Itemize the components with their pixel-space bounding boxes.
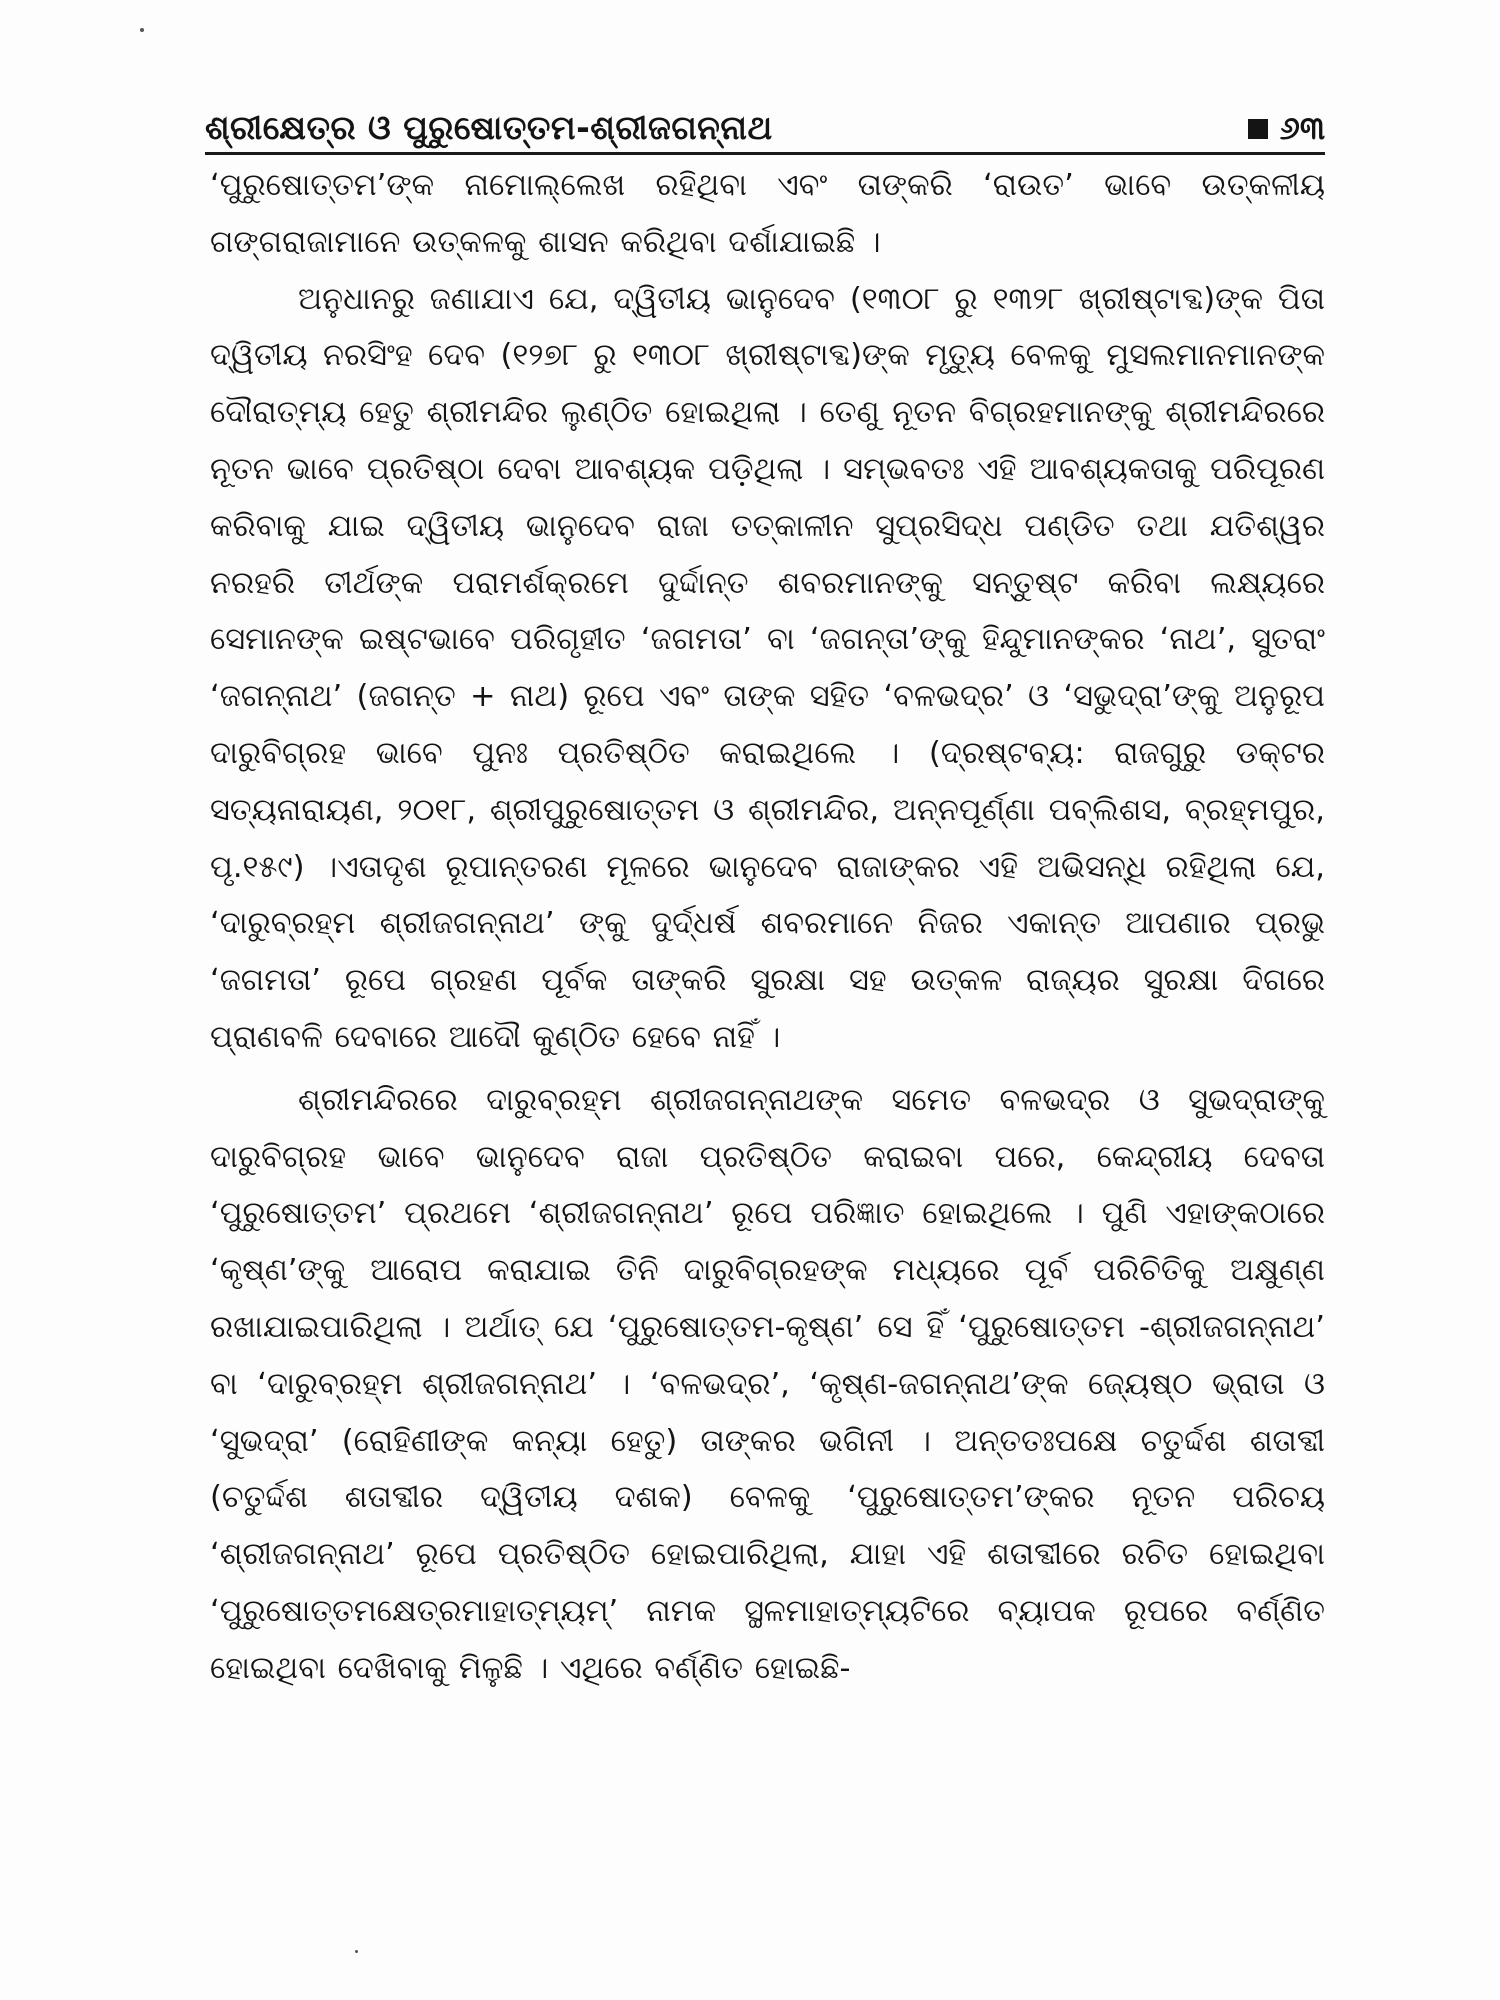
paragraph-3: ଶ୍ରୀମନ୍ଦିରରେ ଦାରୁବ୍ରହ୍ମ ଶ୍ରୀଜଗନ୍ନାଥଙ୍କ ସମେତ ବଳଭଦ୍ର ଓ ସୁଭଦ୍ରାଙ୍କୁ ଦାରୁବିଗ୍ରହ ଭାବେ ଭାନୁଦେବ ରାଜା ପ୍ରତିଷ୍ଠିତ କରାଇବା ପରେ, କେନ୍ଦ୍ରୀୟ ଦେବତା ‘ପୁରୁଷୋତ୍ତମ’ ପ୍ରଥମେ ‘ଶ୍ରୀଜଗନ୍ନାଥ’ ରୂପେ ପରିଜ୍ଞାତ ହୋଇଥିଲେ । ପୁଣି ଏହାଙ୍କଠାରେ ‘କୃଷ୍ଣ’ଙ୍କୁ ଆରୋପ କରାଯାଇ ତିନି ଦାରୁବିଗ୍ରହଙ୍କ ମଧ୍ୟରେ ପୂର୍ବ ପରିଚିତିକୁ ଅକ୍ଷୁଣ୍ଣ ରଖାଯାଇପାରିଥିଲା । ଅର୍ଥାତ୍ ଯେ ‘ପୁରୁଷୋତ୍ତମ-କୃଷ୍ଣ’ ସେ ହିଁ ‘ପୁରୁଷୋତ୍ତମ -ଶ୍ରୀଜଗନ୍ନାଥ’ ବା ‘ଦାରୁବ୍ରହ୍ମ ଶ୍ରୀଜଗନ୍ନାଥ’ । ‘ବଳଭଦ୍ର’, ‘କୃଷ୍ଣ-ଜଗନ୍ନାଥ’ଙ୍କ ଜ୍ୟେଷ୍ଠ ଭ୍ରାତା ଓ ‘ସୁଭଦ୍ରା’ (ରୋହିଣୀଙ୍କ କନ୍ୟା ହେତୁ) ତାଙ୍କର ଭଗିନୀ । ଅନ୍ତତଃପକ୍ଷେ ଚତୁର୍ଦ୍ଦଶ ଶତାବ୍ଦୀ (ଚତୁର୍ଦ୍ଦଶ ଶତାବ୍ଦୀର ଦ୍ୱିତୀୟ ଦଶକ) ବେଳକୁ ‘ପୁରୁଷୋତ୍ତମ’ଙ୍କର ନୂତନ ପରିଚୟ ‘ଶ୍ରୀଜଗନ୍ନାଥ’ ରୂପେ ପ୍ରତିଷ୍ଠିତ ହୋଇପାରିଥିଲା, ଯାହା ଏହି ଶତାବ୍ଦୀରେ ରଚିତ ହୋଇଥିବା ‘ପୁରୁଷୋତ୍ତମକ୍ଷେତ୍ରମାହାତ୍ମ୍ୟମ୍’ ନାମକ ସ୍ଥଳମାହାତ୍ମ୍ୟଟିରେ ବ୍ୟାପକ ରୂପରେ ବର୍ଣ୍ଣିତ ହୋଇଥିବା ଦେଖିବାକୁ ମିଳୁଛି । ଏଥିରେ ବର୍ଣ୍ଣିତ ହୋଇଛି- xyxy=(210,1082,1325,1686)
paragraph-1: ‘ପୁରୁଷୋତ୍ତମ’ଙ୍କ ନାମୋଲ୍ଲେଖ ରହିଥିବା ଏବଂ ତାଙ୍କରି ‘ରାଉତ’ ଭାବେ ଉତ୍କଳୀୟ ଗଙ୍ଗରାଜାମାନେ ଉତ୍କଳକୁ ଶାସନ କରିଥିବା ଦର୍ଶାଯାଇଛି । xyxy=(210,168,1325,260)
paragraph-2: ଅନୁଧାନରୁ ଜଣାଯାଏ ଯେ, ଦ୍ୱିତୀୟ ଭାନୁଦେବ (୧୩୦୮ ରୁ ୧୩୨୮ ଖ୍ରୀଷ୍ଟାବ୍ଦ)ଙ୍କ ପିତା ଦ୍ୱିତୀୟ ନରସିଂହ ଦେବ (୧୨୭୮ ରୁ ୧୩୦୮ ଖ୍ରୀଷ୍ଟାବ୍ଦ)ଙ୍କ ମୃତ୍ୟୁ ବେଳକୁ ମୁସଲମାନମାନଙ୍କ ଦୌରାତ୍ମ୍ୟ ହେତୁ ଶ୍ରୀମନ୍ଦିର ଲୁଣ୍ଠିତ ହୋଇଥିଲା । ତେଣୁ ନୂତନ ବିଗ୍ରହମାନଙ୍କୁ ଶ୍ରୀମନ୍ଦିରରେ ନୂତନ ଭାବେ ପ୍ରତିଷ୍ଠା ଦେବା ଆବଶ୍ୟକ ପଡ଼ିଥିଲା । ସମ୍ଭବତଃ ଏହି ଆବଶ୍ୟକତାକୁ ପରିପୂରଣ କରିବାକୁ ଯାଇ ଦ୍ୱିତୀୟ ଭାନୁଦେବ ରାଜା ତତ୍‌କାଳୀନ ସୁପ୍ରସିଦ୍ଧ ପଣ୍ଡିତ ତଥା ଯତିଶ୍ୱର ନରହରି ତୀର୍ଥଙ୍କ ପରାମର୍ଶକ୍ରମେ ଦୁର୍ଦ୍ଦାନ୍ତ ଶବରମାନଙ୍କୁ ସନ୍ତୁଷ୍ଟ କରିବା ଲକ୍ଷ୍ୟରେ ସେମାନଙ୍କ ଇଷ୍ଟଭାବେ ପରିଗୃହୀତ ‘ଜଗମତା’ ବା ‘ଜଗନ୍ତା’ଙ୍କୁ ହିନ୍ଦୁମାନଙ୍କର ‘ନାଥ’, ସୁତରାଂ ‘ଜଗନ୍ନାଥ’ (ଜଗନ୍ତ + ନାଥ) ରୂପେ ଏବଂ ତାଙ୍କ ସହିତ ‘ବଳଭଦ୍ର’ ଓ ‘ସଭୁଦ୍ରା’ଙ୍କୁ ଅନୁରୂପ ଦାରୁବିଗ୍ରହ ଭାବେ ପୁନଃ ପ୍ରତିଷ୍ଠିତ କରାଇଥିଲେ । (ଦ୍ରଷ୍ଟବ୍ୟ: ରାଜଗୁରୁ ଡକ୍ଟର ସତ୍ୟନାରାୟଣ, ୨୦୧୮, ଶ୍ରୀପୁରୁଷୋତ୍ତମ ଓ ଶ୍ରୀମନ୍ଦିର, ଅନ୍ନପୂର୍ଣ୍ଣା ପବ୍ଲିଶସ, ବ୍ରହ୍ମପୁର, ପୃ.୧୫୯) ।ଏତାଦୃଶ ରୂପାନ୍ତରଣ ମୂଳରେ ଭାନୁଦେବ ରାଜାଙ୍କର ଏହି ଅଭିସନ୍ଧି ରହିଥିଲା ଯେ, ‘ଦାରୁବ୍ରହ୍ମ ଶ୍ରୀଜଗନ୍ନାଥ’ ଙ୍କୁ ଦୁର୍ଦ୍ଧର୍ଷ ଶବରମାନେ ନିଜର ଏକାନ୍ତ ଆପଣାର ପ୍ରଭୁ ‘ଜଗମତା’ ରୂପେ ଗ୍ରହଣ ପୂର୍ବକ ତାଙ୍କରି ସୁରକ୍ଷା ସହ ଉତ୍କଳ ରାଜ୍ୟର ସୁରକ୍ଷା ଦିଗରେ ପ୍ରାଣବଳି ଦେବାରେ ଆଦୌ କୁଣ୍ଠିତ ହେବେ ନାହିଁ । xyxy=(210,281,1325,1055)
body-text xyxy=(210,158,1325,1698)
header-rule xyxy=(205,152,1325,155)
scan-speck xyxy=(355,1950,358,1953)
scan-speck xyxy=(140,28,144,32)
square-bullet-icon xyxy=(1248,119,1268,139)
page-folio xyxy=(1248,109,1325,148)
running-title: ଶ୍ରୀକ୍ଷେତ୍ର ଓ ପୁରୁଷୋତ୍ତମ-ଶ୍ରୀଜଗନ୍ନାଥ xyxy=(205,108,773,147)
page-header xyxy=(205,92,1325,148)
page-number: ୬୩ xyxy=(1279,109,1325,147)
